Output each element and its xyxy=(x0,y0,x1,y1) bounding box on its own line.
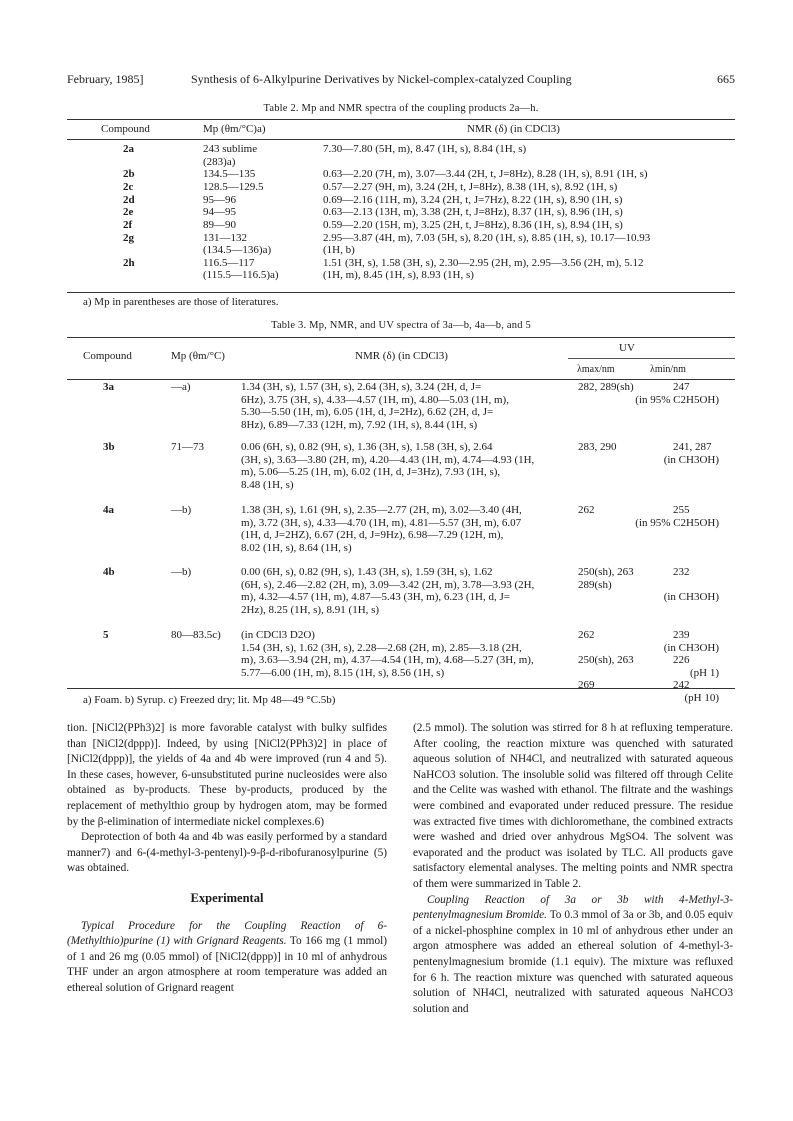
t3-uv-solvent: (pH 1) xyxy=(689,666,719,679)
t2-nmr: 0.63—2.20 (7H, m), 3.07—3.44 (2H, t, J=8Hz), 8.28 (1H, s), 8.91 (1H, s) xyxy=(323,168,648,181)
t3-uv-solvent: (pH 10) xyxy=(684,692,719,704)
t3-nmr: (3H, s), 3.63—3.80 (2H, m), 4.20—4.43 (1H, m), 4.74—4.93 (1H, xyxy=(241,453,535,466)
t3-uv-lmin: 255 xyxy=(673,504,690,516)
t2-nmr: 0.69—2.16 (11H, m), 3.24 (2H, t, J=7Hz), 8.22 (1H, s), 8.90 (1H, s) xyxy=(323,193,623,206)
t3-compound: 5 xyxy=(103,629,109,641)
t3-uv-lmax: 250(sh), 263 xyxy=(578,654,634,667)
procedure-paragraph xyxy=(67,919,387,997)
t3-uv-lmin: 232 xyxy=(673,566,690,578)
header-date: February, 1985] xyxy=(67,72,144,86)
t2-mp: 128.5—129.5 xyxy=(203,180,264,193)
t3-mp: —a) xyxy=(171,381,191,393)
t2-col-nmr: NMR (δ) (in CDCl3) xyxy=(467,123,560,135)
t2-compound: 2f xyxy=(123,219,133,231)
t3-compound: 4b xyxy=(103,566,115,578)
procedure-title: Coupling Reaction of 3a or 3b with 4-Methyl-3-pentenylmagnesium Bromide. xyxy=(413,893,733,922)
t2-nmr: 0.63—2.13 (13H, m), 3.38 (2H, t, J=8Hz), 8.37 (1H, s), 8.96 (1H, s) xyxy=(323,206,623,219)
t3-nmr: (in CDCl3 D2O) xyxy=(241,629,315,641)
t3-mp: 80—83.5c) xyxy=(171,629,221,641)
t3-nmr: m), 3.63—3.94 (2H, m), 4.37—4.54 (1H, m), 4.68—5.27 (3H, m), xyxy=(241,654,534,667)
t3-col-lmin: λmin/nm xyxy=(650,364,686,375)
t2-mp: 134.5—135 xyxy=(203,168,256,181)
t2-compound: 2g xyxy=(123,231,134,244)
t3-nmr: (6H, s), 2.46—2.82 (2H, m), 3.09—3.42 (2H, m), 3.78—3.93 (2H, xyxy=(241,578,535,591)
t3-uv-solvent: (in CH3OH) xyxy=(663,591,719,604)
running-head xyxy=(67,72,735,88)
t2-mp: (283)a) xyxy=(203,155,236,168)
table2-caption: Table 2. Mp and NMR spectra of the coupling products 2a—h. xyxy=(263,103,539,114)
t2-nmr: (1H, m), 8.45 (1H, s), 8.93 (1H, s) xyxy=(323,269,474,282)
t3-nmr: 1.54 (3H, s), 1.62 (3H, s), 2.28—2.68 (2H, m), 2.85—3.18 (2H, xyxy=(241,641,522,654)
table2-header-rule xyxy=(67,139,735,140)
t3-uv-lmax: 289(sh) xyxy=(578,578,612,591)
t3-uv-lmin: 242 xyxy=(673,679,690,692)
t2-mp: 95—96 xyxy=(203,193,236,206)
procedure-text: To 0.3 mmol of 3a or 3b, and 0.05 equiv of a nickel-phosphine complex in 10 ml of anhydrous ether under an argon atmosphere was added an ethereal solution of 4-methyl-3-pentenylmagnesium bromide (1.1 equiv). The mixture was refluxed for 6 h. The reaction mixture was quenched with saturated aqueous solution of NH4Cl, neutralized with saturated aqueous NaHCO3 solution and xyxy=(413,909,734,1015)
t2-col-compound: Compound xyxy=(101,123,150,135)
t3-nmr: 1.34 (3H, s), 1.57 (3H, s), 2.64 (3H, s), 3.24 (2H, d, J= xyxy=(241,381,482,393)
t3-uv-solvent: (in 95% C2H5OH) xyxy=(635,516,719,529)
t3-nmr: m), 4.32—4.57 (1H, m), 4.87—5.43 (3H, m), 6.23 (1H, d, J= xyxy=(241,591,510,604)
section-heading: Experimental xyxy=(190,890,264,905)
t3-mp: —b) xyxy=(171,504,192,516)
t3-col-uv: UV xyxy=(619,342,635,354)
t2-compound: 2h xyxy=(123,256,135,269)
t3-compound: 4a xyxy=(103,504,114,516)
t3-nmr: 5.77—6.00 (1H, m), 8.15 (1H, s), 8.56 (1H, s) xyxy=(241,666,445,679)
t3-nmr: 0.06 (6H, s), 0.82 (9H, s), 1.36 (3H, s), 1.58 (3H, s), 2.64 xyxy=(241,441,493,453)
t3-compound: 3a xyxy=(103,381,114,393)
t3-mp: —b) xyxy=(171,566,192,578)
t3-nmr: 5.30—5.50 (1H, m), 6.05 (1H, d, J=2Hz), 6.62 (2H, d, J= xyxy=(241,406,494,419)
t2-compound: 2c xyxy=(123,180,134,193)
t2-nmr: 7.30—7.80 (5H, m), 8.47 (1H, s), 8.84 (1H, s) xyxy=(323,143,527,155)
t3-uv-lmax: 262 xyxy=(578,629,595,641)
procedure-paragraph xyxy=(413,893,733,1018)
t3-mp: 71—73 xyxy=(171,441,204,453)
t3-nmr: 8.02 (1H, s), 8.64 (1H, s) xyxy=(241,541,352,554)
header-title: Synthesis of 6-Alkylpurine Derivatives by Nickel-complex-catalyzed Coupling xyxy=(191,72,572,86)
left-column xyxy=(67,721,387,997)
procedure-title: Typical Procedure for the Coupling Reaction of 6-(Methylthio)purine (1) with Grignard Reagents. xyxy=(67,919,387,948)
table2-footnote: a) Mp in parentheses are those of literatures. xyxy=(83,296,279,308)
t2-nmr: 0.57—2.27 (9H, m), 3.24 (2H, t, J=8Hz), 8.38 (1H, s), 8.92 (1H, s) xyxy=(323,180,618,193)
t3-uv-lmin: 247 xyxy=(673,381,690,393)
t2-nmr: 2.95—3.87 (4H, m), 7.03 (5H, s), 8.20 (1H, s), 8.85 (1H, s), 10.17—10.93 xyxy=(323,231,651,244)
t2-mp: 94—95 xyxy=(203,206,236,219)
table3-footnote: a) Foam. b) Syrup. c) Freezed dry; lit. Mp 48—49 °C.5b) xyxy=(83,694,336,706)
table3-header xyxy=(67,340,735,378)
t2-compound: 2a xyxy=(123,143,134,155)
t2-mp: 116.5—117 xyxy=(203,256,255,269)
body-paragraph: tion. [NiCl2(PPh3)2] is more favorable catalyst with bulky sulfides than [NiCl2(dppp)]. Indeed, by using [NiCl2(PPh3)2] in place of [NiCl2(dppp)], the yields of 4a and 4b were improved (run 4 and 5). In these cases, however, 6-unsubstituted purine nucleosides were also obtained as by-products. These by-products, produced by the replacement of methylthio group by hydrogen atom, may be formed by the β-elimination of intermediate nickel complexes.6) xyxy=(67,722,387,828)
t3-uv-solvent: (in CH3OH) xyxy=(663,641,719,654)
t3-nmr: 8Hz), 6.89—7.33 (12H, m), 7.92 (1H, s), 8.44 (1H, s) xyxy=(241,418,478,431)
t2-mp: 243 sublime xyxy=(203,143,258,155)
t3-uv-lmax: 250(sh), 263 xyxy=(578,566,634,578)
table3-uv-rule xyxy=(568,358,735,359)
t3-nmr: 0.00 (6H, s), 0.82 (9H, s), 1.43 (3H, s), 1.59 (3H, s), 1.62 xyxy=(241,566,493,578)
t3-uv-lmin: 241, 287 xyxy=(673,441,712,453)
t3-uv-lmax: 283, 290 xyxy=(578,441,617,453)
t3-uv-solvent: (in CH3OH) xyxy=(663,453,719,466)
t3-uv-lmax: 282, 289(sh) xyxy=(578,381,634,393)
t2-compound: 2e xyxy=(123,206,134,219)
t3-nmr: 6Hz), 3.75 (3H, s), 4.33—4.57 (1H, m), 4.80—5.03 (1H, m), xyxy=(241,393,509,406)
table3-header-rule xyxy=(67,379,735,380)
t3-col-mp: Mp (θm/°C) xyxy=(171,350,225,362)
t3-nmr: m), 3.72 (3H, s), 4.33—4.70 (1H, m), 4.81—5.57 (3H, m), 6.07 xyxy=(241,516,522,529)
t2-mp: 89—90 xyxy=(203,219,236,231)
t2-mp: (134.5—136)a) xyxy=(203,244,272,257)
t2-mp: (115.5—116.5)a) xyxy=(203,269,279,282)
t3-nmr: m), 5.06—5.25 (1H, m), 6.02 (1H, d, J=3Hz), 7.93 (1H, s), xyxy=(241,466,501,479)
t2-nmr: 0.59—2.20 (15H, m), 3.25 (2H, t, J=8Hz), 8.36 (1H, s), 8.94 (1H, s) xyxy=(323,219,623,231)
t3-nmr: 8.48 (1H, s) xyxy=(241,478,294,491)
table2-bottom-rule xyxy=(67,292,735,293)
t3-nmr: 1.38 (3H, s), 1.61 (9H, s), 2.35—2.77 (2H, m), 3.02—3.40 (4H, xyxy=(241,504,522,516)
t3-compound: 3b xyxy=(103,441,115,453)
body-paragraph: (2.5 mmol). The solution was stirred for 8 h at refluxing temperature. After cooling, the reaction mixture was quenched with saturated aqueous solution of NH4Cl, and neutralized with saturated aqueous NaHCO3 solution. The insoluble solid was filtered off through Celite and the Celite was washed with ethanol. The filtrate and the washings were combined and evaporated under reduced pressure. The residue was extracted five times with dichloromethane, the combined extracts were washed and dried over anhydrous MgSO4. The solvent was evaporated and the product was isolated by TLC. All products gave satisfactory elemental analyses. The melting points and NMR spectra of them were summarized in Table 2. xyxy=(413,722,733,890)
t2-compound: 2b xyxy=(123,168,135,181)
t3-uv-lmin: 226 xyxy=(673,654,690,667)
t3-col-compound: Compound xyxy=(83,350,132,362)
t2-compound: 2d xyxy=(123,193,135,206)
t3-nmr: 2Hz), 8.25 (1H, s), 8.91 (1H, s) xyxy=(241,603,380,616)
table2-top-rule xyxy=(67,119,735,120)
t3-nmr: (1H, d, J=2HZ), 6.67 (2H, d, J=9Hz), 6.98—7.29 (12H, m), xyxy=(241,529,504,542)
table2-header xyxy=(67,123,735,137)
t3-col-nmr: NMR (δ) (in CDCl3) xyxy=(355,350,448,362)
t3-col-lmax: λmax/nm xyxy=(577,364,615,375)
table3-caption: Table 3. Mp, NMR, and UV spectra of 3a—b, 4a—b, and 5 xyxy=(271,320,531,331)
t2-col-mp: Mp (θm/°C)a) xyxy=(203,123,266,135)
t2-mp: 131—132 xyxy=(203,231,247,244)
table3-bottom-rule xyxy=(67,688,735,689)
body-paragraph: Deprotection of both 4a and 4b was easily performed by a standard manner7) and 6-(4-methyl-3-pentenyl)-9-β-d-ribofuranosylpurine (5) was obtained. xyxy=(67,831,387,875)
t3-uv-lmin: 239 xyxy=(673,629,690,641)
t2-nmr: 1.51 (3H, s), 1.58 (3H, s), 2.30—2.95 (2H, m), 2.95—3.56 (2H, m), 5.12 xyxy=(323,256,644,269)
right-column xyxy=(413,721,733,1017)
t2-nmr: (1H, b) xyxy=(323,244,355,257)
t3-uv-solvent: (in 95% C2H5OH) xyxy=(635,393,719,406)
t3-uv-lmax: 262 xyxy=(578,504,595,516)
table2-body xyxy=(67,143,735,291)
procedure-text: To 166 mg (1 mmol) of 1 and 26 mg (0.05 mmol) of [NiCl2(dppp)] in 10 ml of anhydrous THF under an argon atmosphere at room temperature was added an ethereal solution of Grignard reagent xyxy=(67,935,387,994)
table3-top-rule xyxy=(67,337,735,338)
t3-uv-lmax: 269 xyxy=(578,679,595,692)
page-number: 665 xyxy=(717,72,735,86)
